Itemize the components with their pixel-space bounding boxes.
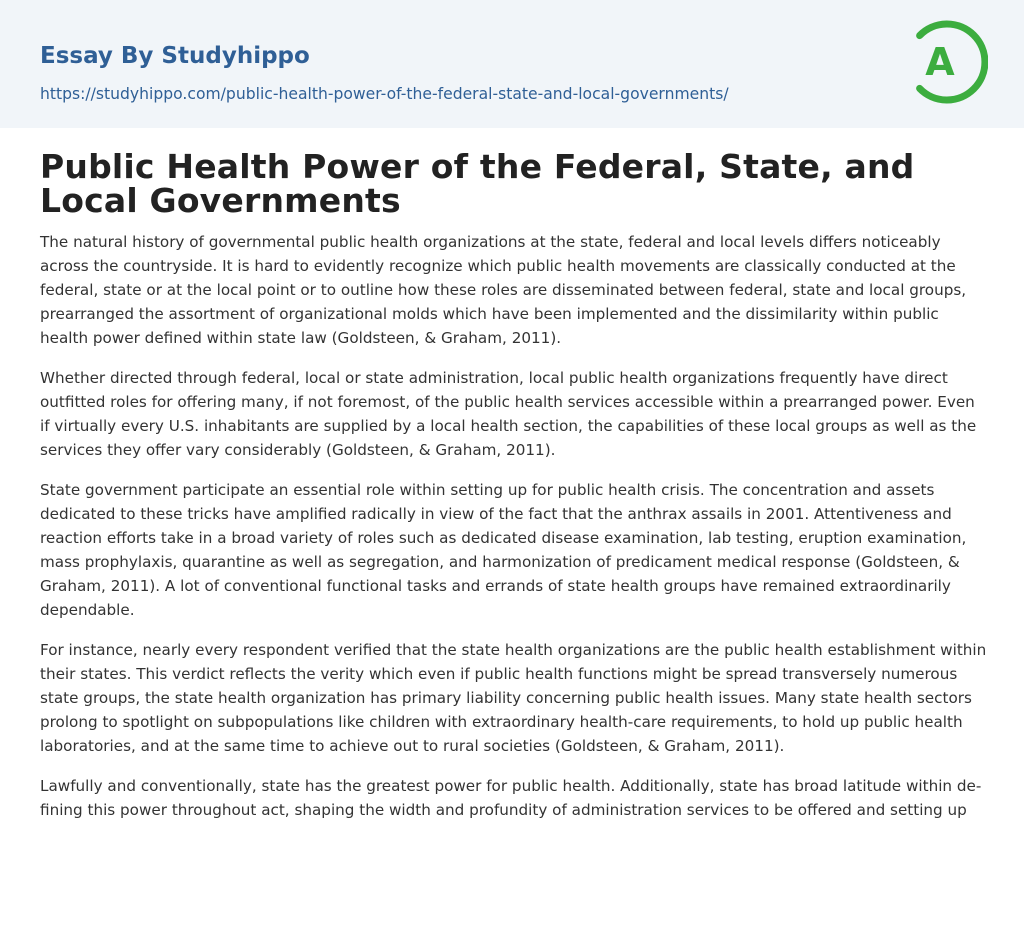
source-url-link[interactable]: https://studyhippo.com/public-health-power-of-the-federal-state-and-local-governments/ <box>40 85 729 103</box>
article-paragraph-2: Whether directed through federal, local or state administration, local public health organizations frequently have direct outfitted roles for offering many, if not foremost, of the public health services accessible within a prearranged power. Even if virtually every U.S. inhabitants are supplied by a local health section, the capabilities of these local groups as well as the services they offer vary considerably (Goldsteen, & Graham, 2011). <box>40 369 977 459</box>
article-paragraph-1: The natural history of governmental public health organizations at the state, federal and local levels differs noticeably across the countryside. It is hard to evidently recognize which public health movements are classically conducted at the federal, state or at the local point or to outline how these roles are disseminated between federal, state and local groups, prearranged the assortment of organizational molds which have been implemented and the dissimilarity within public health power defined within state law (Goldsteen, & Graham, 2011). <box>40 233 967 347</box>
article-title: Public Health Power of the Federal, State, and Local Governments <box>40 147 915 220</box>
brand-title[interactable]: Essay By Studyhippo <box>40 43 310 69</box>
article-paragraph-3: State government participate an essential role within setting up for public health crisis. The concentration and assets dedicated to these tricks have amplified radically in view of the fact that the anthrax assails in 2001. Attentiveness and reaction efforts take in a broad variety of roles such as dedicated disease examination, lab testing, eruption examination, mass prophylaxis, quarantine as well as segregation, and harmonization of predicament medical response (Goldsteen, & Graham, 2011). A lot of conventional functional tasks and errands of state health groups have remained extraordinarily dependable. <box>40 481 967 619</box>
article-paragraph-5: Lawfully and conventionally, state has the greatest power for public health. Additionally, state has broad latitude within de-fining this power throughout act, shaping the width and profundity of administration services to be offered and setting up <box>40 777 982 819</box>
studyhippo-logo-icon[interactable] <box>908 18 988 106</box>
article <box>40 147 988 822</box>
logo-letter: A <box>925 40 955 84</box>
article-paragraph-4: For instance, nearly every respondent verified that the state health organizations are the public health establishment within their states. This verdict reflects the verity which even if public health functions might be spread transversely numerous state groups, the state health organization has primary liability concerning public health issues. Many state health sectors prolong to spotlight on subpopulations like children with extraordinary health-care requirements, to hold up public health laboratories, and at the same time to achieve out to rural societies (Goldsteen, & Graham, 2011). <box>40 641 987 755</box>
site-header <box>0 0 1024 128</box>
